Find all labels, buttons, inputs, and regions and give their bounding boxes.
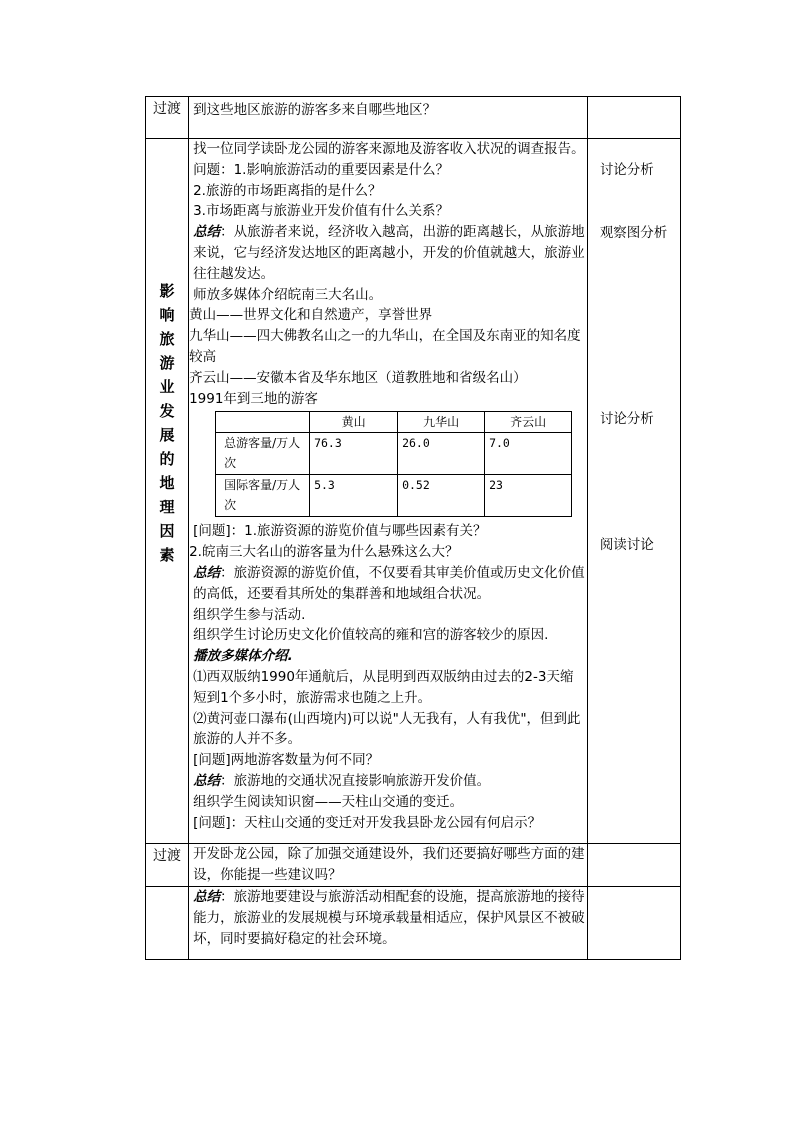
summary-3: 总结：旅游地的交通状况直接影响旅游开发价值。 [193, 772, 491, 789]
empty-cell [146, 887, 189, 960]
vertical-label-char: 旅 [159, 330, 175, 348]
transition-text-2: 开发卧龙公园，除了加强交通建设外，我们还要搞好哪些方面的建设，你能提一些建议吗？ [189, 844, 588, 887]
activity-2: 组织学生讨论历史文化价值较高的雍和宫的游客较少的原因. [193, 627, 549, 644]
vertical-label-char: 影 [159, 282, 175, 300]
method-label: 观察图分析 [599, 225, 668, 241]
visitor-table-row [216, 433, 572, 475]
mountain-qiyunshan: 齐云山——安徽本省及华东地区（道教胜地和省级名山） [189, 369, 527, 386]
table-cell: 7.0 [485, 433, 572, 475]
teacher-note: 师放多媒体介绍皖南三大名山。 [193, 286, 383, 303]
visitor-table-header [216, 412, 572, 433]
vertical-label-char: 的 [159, 450, 175, 468]
question-2: 2.旅游的市场距离指的是什么？ [193, 182, 382, 199]
table-cell: 23 [485, 475, 572, 517]
transition-label-2: 过渡 [146, 844, 189, 887]
factors-label [146, 139, 189, 844]
row-label: 总游客量/万人次 [216, 433, 310, 475]
method-label: 讨论分析 [599, 162, 654, 178]
factors-content [189, 139, 588, 844]
vertical-label-char: 理 [159, 498, 175, 516]
row-label: 国际客量/万人次 [216, 475, 310, 517]
table-cell: 0.52 [398, 475, 485, 517]
question-block-4: [问题]：天柱山交通的变迁对开发我县卧龙公园有何启示？ [193, 814, 542, 831]
method-column [587, 139, 680, 844]
method-label: 讨论分析 [599, 411, 654, 427]
final-summary: 总结：旅游地要建设与旅游活动相配套的设施，提高旅游地的接待能力，旅游业的发展规模与环境承载量相适应，保护风景区不被破坏，同时要搞好稳定的社会环境。 [189, 887, 588, 960]
vertical-label-char: 地 [159, 474, 175, 492]
summary-2: 总结：旅游资源的游览价值，不仅要看其审美价值或历史文化价值的高低，还要看其所处的集群善和地域组合状况。 [193, 564, 585, 602]
activity-1: 组织学生参与活动. [193, 606, 306, 623]
question-1: 问题：1.影响旅游活动的重要因素是什么？ [193, 161, 449, 178]
transition-text-1: 到这些地区旅游的游客多来自哪些地区？ [189, 97, 588, 139]
table-cell: 5.3 [310, 475, 398, 517]
vertical-label-char: 发 [159, 402, 175, 420]
vertical-label-char: 因 [159, 522, 175, 540]
table-caption: 1991年到三地的游客 [189, 390, 318, 407]
case-2: ⑵黄河壶口瀑布(山西境内)可以说"人无我有，人有我优"，但到此旅游的人并不多。 [193, 710, 581, 748]
vertical-label-char: 响 [159, 306, 175, 324]
header-cell [216, 412, 310, 433]
table-cell: 76.3 [310, 433, 398, 475]
table-cell: 26.0 [398, 433, 485, 475]
vertical-label-char: 业 [159, 378, 175, 396]
vertical-label-char: 素 [159, 546, 175, 564]
header-cell: 黄山 [310, 412, 398, 433]
vertical-label-char: 展 [159, 426, 175, 444]
transition-label-1: 过渡 [146, 97, 189, 139]
method-label: 阅读讨论 [599, 537, 654, 553]
header-cell: 齐云山 [485, 412, 572, 433]
mountain-jiuhuashan: 九华山——四大佛教名山之一的九华山，在全国及东南亚的知名度较高 [189, 328, 581, 365]
empty-cell [587, 887, 680, 960]
factors-row [146, 139, 681, 844]
final-summary-row [146, 887, 681, 960]
case-1: ⑴西双版纳1990年通航后，从昆明到西双版纳由过去的2-3天缩短到1个多小时，旅游需求也随之上升。 [193, 668, 574, 706]
vertical-label-char: 游 [159, 354, 175, 372]
mountain-huangshan: 黄山——世界文化和自然遗产，享誉世界 [189, 307, 433, 324]
media-note: 播放多媒体介绍. [193, 648, 293, 665]
empty-cell [587, 844, 680, 887]
header-cell: 九华山 [398, 412, 485, 433]
empty-cell [587, 97, 680, 139]
visitor-table-row [216, 475, 572, 517]
question-block-3: [问题]两地游客数量为何不同？ [193, 752, 380, 769]
reading-note: 组织学生阅读知识窗——天柱山交通的变迁。 [193, 793, 464, 810]
transition-row-2 [146, 844, 681, 887]
lesson-table [145, 96, 681, 960]
summary-1: 总结：从旅游者来说，经济收入越高，出游的距离越长，从旅游地来说，它与经济发达地区的距离越小，开发的价值就越大，旅游业往往越发达。 [193, 224, 585, 282]
question-3: 3.市场距离与旅游业开发价值有什么关系？ [193, 203, 449, 220]
intro-text: 找一位同学读卧龙公园的游客来源地及游客收入状况的调查报告。 [193, 141, 585, 157]
question-block-2a: [问题]：1.旅游资源的游览价值与哪些因素有关？ [193, 523, 487, 540]
question-block-2b: 2.皖南三大名山的游客量为什么悬殊这么大？ [189, 544, 459, 561]
transition-row-1 [146, 97, 681, 139]
visitor-table [215, 411, 572, 517]
